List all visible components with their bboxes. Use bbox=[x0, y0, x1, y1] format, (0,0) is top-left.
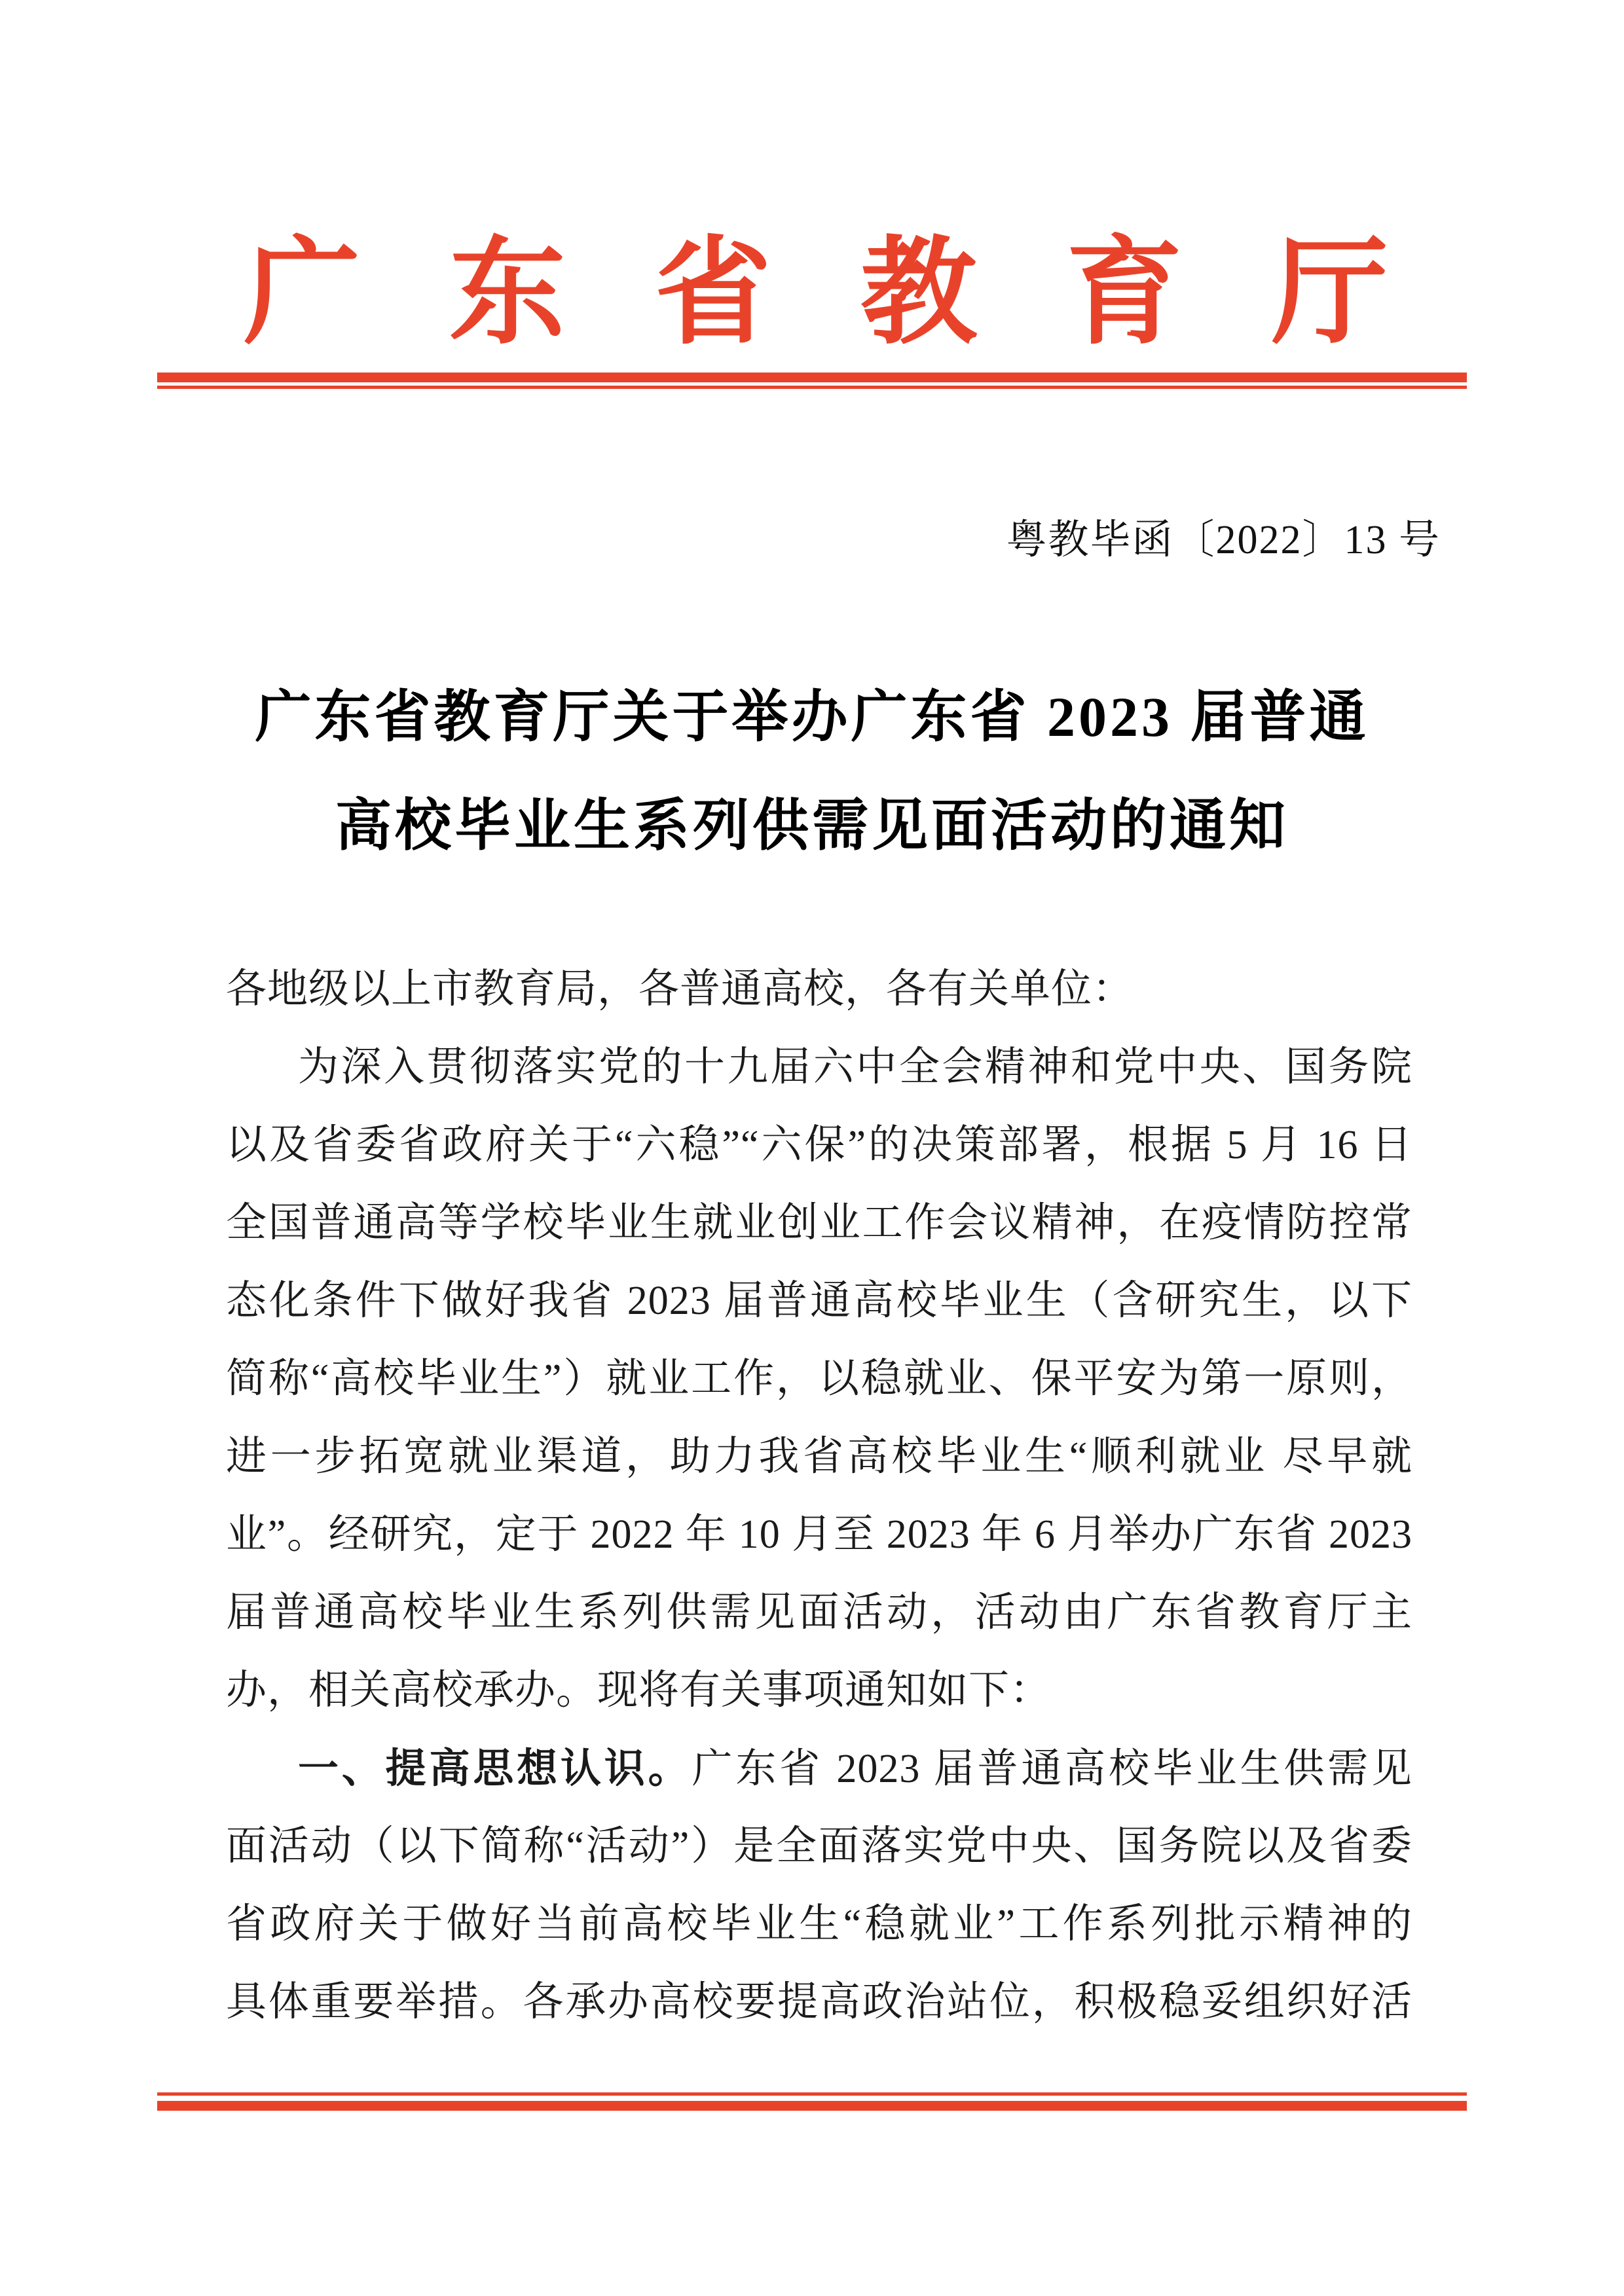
body-line-text: 届普通高校毕业生系列供需见面活动，活动由广东省教育厅主 bbox=[226, 1590, 1412, 1635]
body-line bbox=[226, 1106, 1412, 1184]
body-line-text: 省政府关于做好当前高校毕业生“稳就业”工作系列批示精神的 bbox=[226, 1902, 1412, 1946]
doc-number: 粤教毕函〔2022〕13 号 bbox=[1006, 518, 1441, 562]
body-line-text: 具体重要举措。各承办高校要提高政治站位，积极稳妥组织好活 bbox=[226, 1980, 1412, 2024]
body-line-text: 广东省 2023 届普通高校毕业生供需见 bbox=[692, 1747, 1412, 1791]
footer-rule-thin bbox=[157, 2092, 1467, 2096]
notice-title-line-2: 高校毕业生系列供需见面活动的通知 bbox=[335, 794, 1289, 857]
body-line bbox=[226, 1340, 1412, 1418]
body-line-text: 简称“高校毕业生”）就业工作，以稳就业、保平安为第一原则， bbox=[226, 1357, 1412, 1401]
notice-body bbox=[226, 951, 1412, 2041]
body-line-text: 各地级以上市教育局，各普通高校，各有关单位： bbox=[226, 967, 1134, 1011]
body-line bbox=[226, 1963, 1412, 2041]
body-line bbox=[226, 951, 1412, 1029]
body-line bbox=[226, 1574, 1412, 1652]
body-line-text: 办，相关高校承办。现将有关事项通知如下： bbox=[226, 1668, 1052, 1713]
body-line-text: 全国普通高等学校毕业生就业创业工作会议精神，在疫情防控常 bbox=[226, 1201, 1412, 1245]
body-line-text: 面活动（以下简称“活动”）是全面落实党中央、国务院以及省委 bbox=[226, 1824, 1412, 1868]
body-line bbox=[226, 1496, 1412, 1574]
body-line bbox=[226, 1262, 1412, 1340]
body-line bbox=[226, 1886, 1412, 1963]
notice-title-line-1: 广东省教育厅关于举办广东省 2023 届普通 bbox=[255, 685, 1369, 748]
body-line-section-heading bbox=[226, 1730, 1412, 1808]
notice-title bbox=[157, 663, 1467, 880]
body-line-text: 进一步拓宽就业渠道，助力我省高校毕业生“顺利就业 尽早就 bbox=[226, 1434, 1412, 1479]
body-line-text: 业”。经研究，定于 2022 年 10 月至 2023 年 6 月举办广东省 2023 bbox=[226, 1512, 1412, 1557]
footer-rule-thick bbox=[157, 2101, 1467, 2111]
body-line bbox=[226, 1184, 1412, 1262]
body-line-text: 以及省委省政府关于“六稳”“六保”的决策部署，根据 5 月 16 日 bbox=[226, 1123, 1412, 1167]
body-line bbox=[226, 1808, 1412, 1886]
section-heading-text: 一、提高思想认识。 bbox=[298, 1746, 692, 1791]
body-line-text: 为深入贯彻落实党的十九届六中全会精神和党中央、国务院 bbox=[298, 1045, 1412, 1089]
agency-letterhead: 广东省教育厅 bbox=[244, 228, 1477, 358]
letterhead-rule-thick bbox=[157, 373, 1467, 382]
body-line bbox=[226, 1652, 1412, 1730]
body-line bbox=[226, 1029, 1412, 1106]
body-line bbox=[226, 1418, 1412, 1496]
body-line-text: 态化条件下做好我省 2023 届普通高校毕业生（含研究生，以下 bbox=[226, 1279, 1412, 1323]
letterhead-rule-thin bbox=[157, 386, 1467, 389]
